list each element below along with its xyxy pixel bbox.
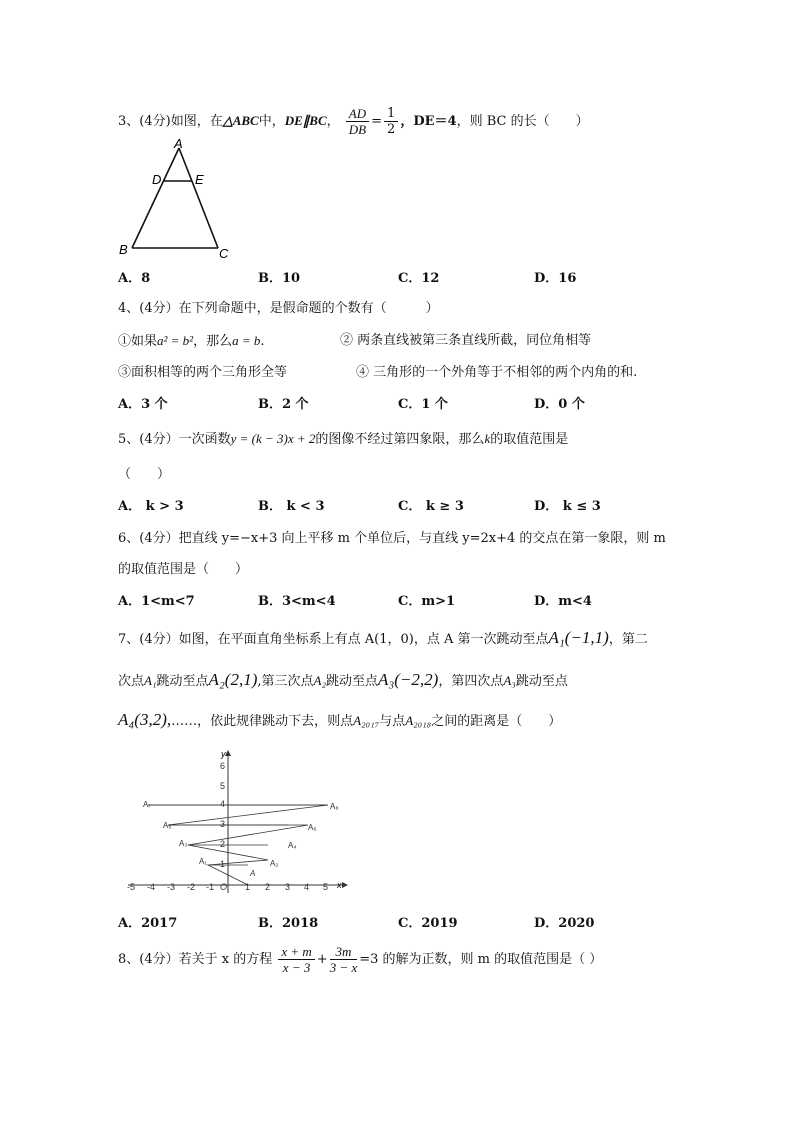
q7-option-c: C．2019 xyxy=(398,916,458,931)
q5-paren: （ ） xyxy=(118,467,171,482)
q7-stem-line2: 次点A₁跳动至点A₂(2,1),第三次点A₂跳动至点A₃(−2,2)，第四次点A₃跳动至点 xyxy=(118,670,568,689)
point-label-A1: A₁ xyxy=(199,857,208,866)
q3-option-a: A．8 xyxy=(118,271,151,286)
q4-option-b: B．2 个 xyxy=(258,397,309,412)
x-tick: -1 xyxy=(206,882,215,892)
q3-stem: 3、(4分)如图，在△ABC中，DE∥BC， $\frac{AD}{DB}$ = $\frac{1}{2}$ ，DE＝4，则 BC 的长（ ） xyxy=(118,106,589,137)
fraction-1: $\frac{x + m}{x - 3}$ xyxy=(278,944,314,975)
q4-proposition-2: ② 两条直线被第三条直线所截，同位角相等 xyxy=(340,333,592,348)
point-label-A2: A₂ xyxy=(270,859,279,868)
point-label-A3: A₃ xyxy=(179,839,188,848)
q4-option-a: A．3 个 xyxy=(118,397,168,412)
x-tick: -4 xyxy=(147,882,156,892)
fraction-2: $\frac{3m}{3 - x}$ xyxy=(329,944,358,975)
label-C: C xyxy=(219,246,229,261)
q4-proposition-1: ①如果a² = b²，那么a = b. xyxy=(118,333,265,349)
fraction-ad-db: $\frac{AD}{DB}$ xyxy=(346,106,369,137)
y-tick: 6 xyxy=(220,761,226,771)
label-B: B xyxy=(119,242,128,257)
point-label-A8: A₈ xyxy=(330,802,339,811)
q5-option-a: A． k > 3 xyxy=(118,499,184,514)
q6-stem-line1: 6、(4分）把直线 y=−x+3 向上平移 m 个单位后，与直线 y=2x+4 的交点在第一象限，则 m xyxy=(118,531,666,546)
q4-option-c: C．1 个 xyxy=(398,397,448,412)
q7-stem-line3: A₄(3,2),……，依此规律跳动下去，则点A₂₀₁₇与点A₂₀₁₈之间的距离是（ ） xyxy=(118,710,562,729)
label-A: A xyxy=(174,136,183,151)
q5-option-c: C． k ≥ 3 xyxy=(398,499,464,514)
point-label-A4: A₄ xyxy=(288,841,297,850)
q4-proposition-4: ④ 三角形的一个外角等于不相邻的两个内角的和. xyxy=(356,365,638,380)
coordinate-graph xyxy=(120,748,350,898)
point-label-A5: A₅ xyxy=(163,821,172,830)
q3-option-b: B．10 xyxy=(258,271,301,286)
y-tick: 1 xyxy=(220,859,226,869)
q8-stem: 8、(4分）若关于 x 的方程 $\frac{x + m}{x - 3}$ + $\frac{3m}{3 - x}$ =3 的解为正数，则 m 的取值范围是（ ） xyxy=(118,944,603,975)
x-tick: -3 xyxy=(167,882,176,892)
q4-stem: 4、(4分）在下列命题中，是假命题的个数有（ ） xyxy=(118,301,439,316)
x-tick: -2 xyxy=(187,882,196,892)
y-tick: 3 xyxy=(220,819,226,829)
q6-option-a: A．1<m<7 xyxy=(118,594,195,609)
q3-option-c: C．12 xyxy=(398,271,440,286)
x-tick: 5 xyxy=(323,882,329,892)
x-tick: 3 xyxy=(285,882,291,892)
q6-option-c: C．m>1 xyxy=(398,594,456,609)
point-label-A7: A₇ xyxy=(143,800,152,809)
q4-option-d: D．0 个 xyxy=(534,397,585,412)
q4-proposition-3: ③面积相等的两个三角形全等 xyxy=(118,365,288,380)
q3-option-d: D．16 xyxy=(534,271,577,286)
q7-option-b: B．2018 xyxy=(258,916,319,931)
x-tick: O xyxy=(220,882,228,892)
q5-stem: 5、(4分）一次函数y = (k − 3)x + 2的图像不经过第四象限，那么k的取值范围是 xyxy=(118,431,569,447)
y-tick: 4 xyxy=(220,799,226,809)
triangle-figure xyxy=(112,136,242,264)
x-tick: 1 xyxy=(245,882,251,892)
q6-option-d: D．m<4 xyxy=(534,594,592,609)
label-D: D xyxy=(152,172,162,187)
y-tick: 5 xyxy=(220,781,226,791)
q5-option-d: D． k ≤ 3 xyxy=(534,499,601,514)
x-tick: 2 xyxy=(265,882,271,892)
y-tick: 2 xyxy=(220,839,226,849)
x-tick: -5 xyxy=(127,882,136,892)
point-label-A: A xyxy=(250,869,256,878)
x-tick: 4 xyxy=(304,882,310,892)
y-axis-label: y xyxy=(221,749,226,759)
q6-stem-line2: 的取值范围是（ ） xyxy=(118,562,249,577)
q7-stem-line1: 7、(4分）如图，在平面直角坐标系上有点 A(1，0)，点 A 第一次跳动至点A₁(−1,1)，第二 xyxy=(118,628,648,647)
x-axis-label: x xyxy=(337,880,342,890)
q7-option-d: D．2020 xyxy=(534,916,595,931)
q6-option-b: B．3<m<4 xyxy=(258,594,336,609)
label-E: E xyxy=(195,172,204,187)
fraction-half: $\frac{1}{2}$ xyxy=(384,106,398,137)
q5-option-b: B． k < 3 xyxy=(258,499,325,514)
q7-option-a: A．2017 xyxy=(118,916,178,931)
point-label-A6: A₆ xyxy=(308,823,317,832)
